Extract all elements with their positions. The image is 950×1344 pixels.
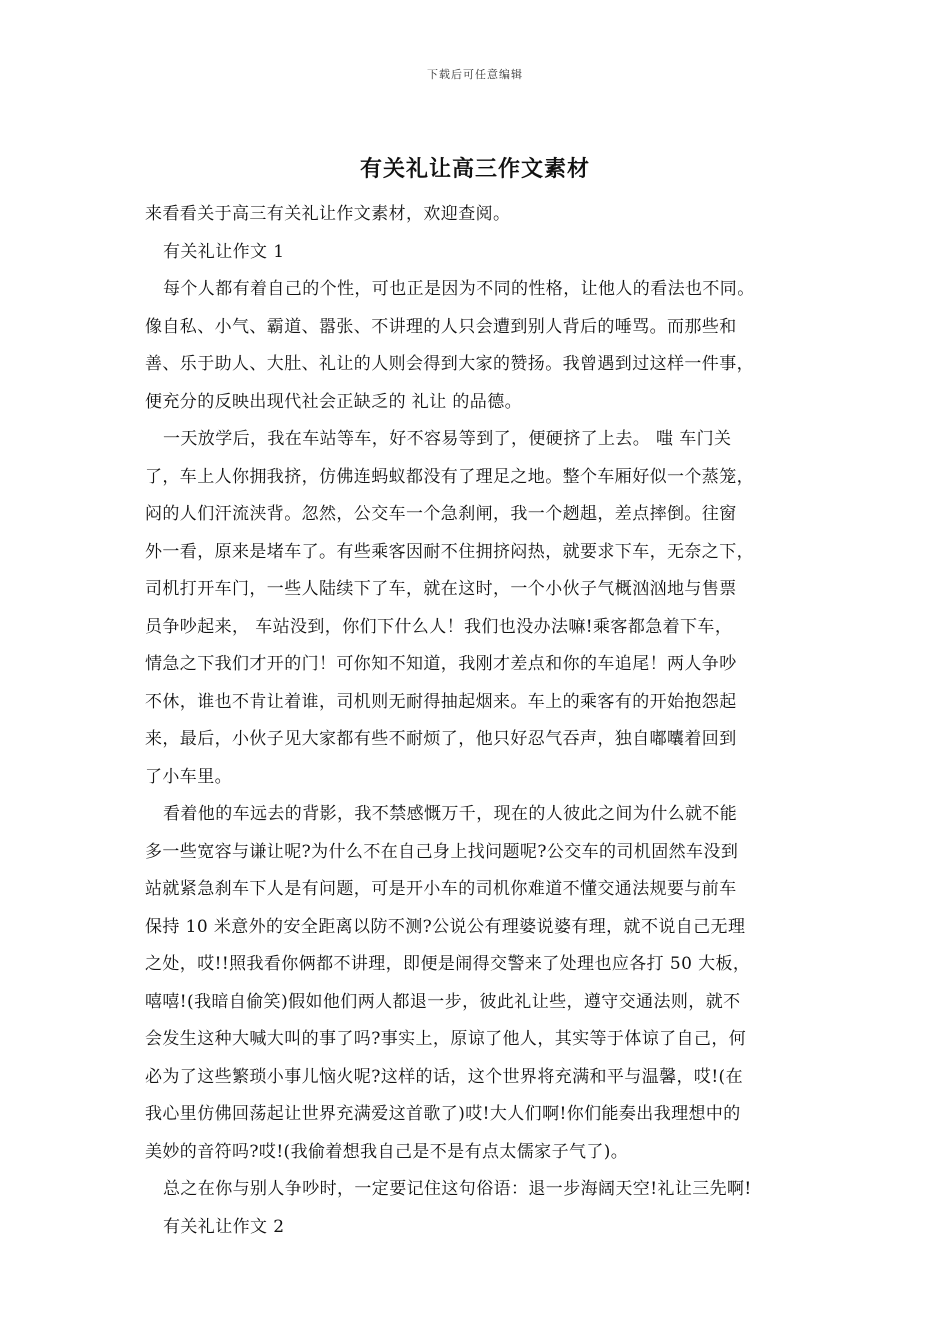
paragraph-line: 司机打开车门，一些人陆续下了车，就在这时，一个小伙子气概汹汹地与售票 [145, 579, 737, 599]
paragraph-line: 便充分的反映出现代社会正缺乏的 礼让 的品德。 [145, 391, 523, 412]
paragraph-line: 之处，哎!!照我看你俩都不讲理，即便是闹得交警来了处理也应各打 50 大板， [145, 954, 751, 974]
section-heading-1: 有关礼让作文 1 [163, 241, 285, 262]
paragraph-line: 总之在你与别人争吵时，一定要记住这句俗语：退一步海阔天空!礼让三先啊! [163, 1179, 752, 1199]
header-note: 下载后可任意编辑 [427, 68, 523, 81]
paragraph-line: 多一些宽容与谦让呢?为什么不在自己身上找问题呢?公交车的司机固然车没到 [145, 841, 739, 862]
paragraph-line: 来，最后，小伙子见大家都有些不耐烦了，他只好忍气吞声，独自嘟囔着回到 [145, 729, 737, 749]
paragraph-line: 每个人都有着自己的个性，可也正是因为不同的性格，让他人的看法也不同。 [163, 279, 755, 299]
paragraph-line: 一天放学后，我在车站等车，好不容易等到了，便硬挤了上去。 嗤 车门关 [163, 429, 732, 449]
document-body [145, 196, 810, 1246]
section-heading-2: 有关礼让作文 2 [163, 1216, 285, 1237]
paragraph-line: 看着他的车远去的背影，我不禁感慨万千，现在的人彼此之间为什么就不能 [163, 804, 738, 824]
paragraph-line: 会发生这种大喊大叫的事了吗?事实上，原谅了他人，其实等于体谅了自己，何 [145, 1029, 747, 1049]
paragraph-line: 情急之下我们才开的门！可你知不知道，我刚才差点和你的车追尾！两人争吵 [145, 654, 737, 674]
paragraph-line: 了，车上人你拥我挤，仿佛连蚂蚁都没有了理足之地。整个车厢好似一个蒸笼， [145, 466, 754, 487]
paragraph-line: 美妙的音符吗?哎!(我偷着想我自己是不是有点太儒家子气了)。 [145, 1141, 629, 1162]
paragraph-line: 不休，谁也不肯让着谁，司机则无耐得抽起烟来。车上的乘客有的开始抱怨起 [145, 691, 737, 712]
intro-line: 来看看关于高三有关礼让作文素材，欢迎查阅。 [145, 204, 511, 224]
paragraph-line: 必为了这些繁琐小事儿恼火呢?这样的话，这个世界将充满和平与温馨，哎!(在 [145, 1066, 743, 1087]
paragraph-line: 闷的人们汗流浃背。忽然，公交车一个急刹闸，我一个趔趄，差点摔倒。往窗 [145, 504, 737, 524]
paragraph-line: 像自私、小气、霸道、嚣张、不讲理的人只会遭到别人背后的唾骂。而那些和 [145, 316, 737, 337]
paragraph-line: 了小车里。 [145, 766, 232, 787]
paragraph-line: 善、乐于助人、大肚、礼让的人则会得到大家的赞扬。我曾遇到过这样一件事， [145, 354, 754, 374]
paragraph-line: 我心里仿佛回荡起让世界充满爱这首歌了)哎!大人们啊!你们能奏出我理想中的 [145, 1104, 741, 1124]
paragraph-line: 嘻嘻!(我暗自偷笑)假如他们两人都退一步，彼此礼让些，遵守交通法则，就不 [145, 991, 741, 1012]
paragraph-line: 保持 10 米意外的安全距离以防不测?公说公有理婆说婆有理，就不说自己无理 [145, 916, 746, 937]
paragraph-line: 外一看，原来是堵车了。有些乘客因耐不住拥挤闷热，就要求下车，无奈之下， [145, 541, 754, 562]
paragraph-line: 员争吵起来， 车站没到，你们下什么人！我们也没办法嘛!乘客都急着下车， [145, 616, 733, 637]
document-title: 有关礼让高三作文素材 [359, 156, 590, 182]
paragraph-line: 站就紧急刹车下人是有问题，可是开小车的司机你难道不懂交通法规要与前车 [145, 879, 737, 899]
